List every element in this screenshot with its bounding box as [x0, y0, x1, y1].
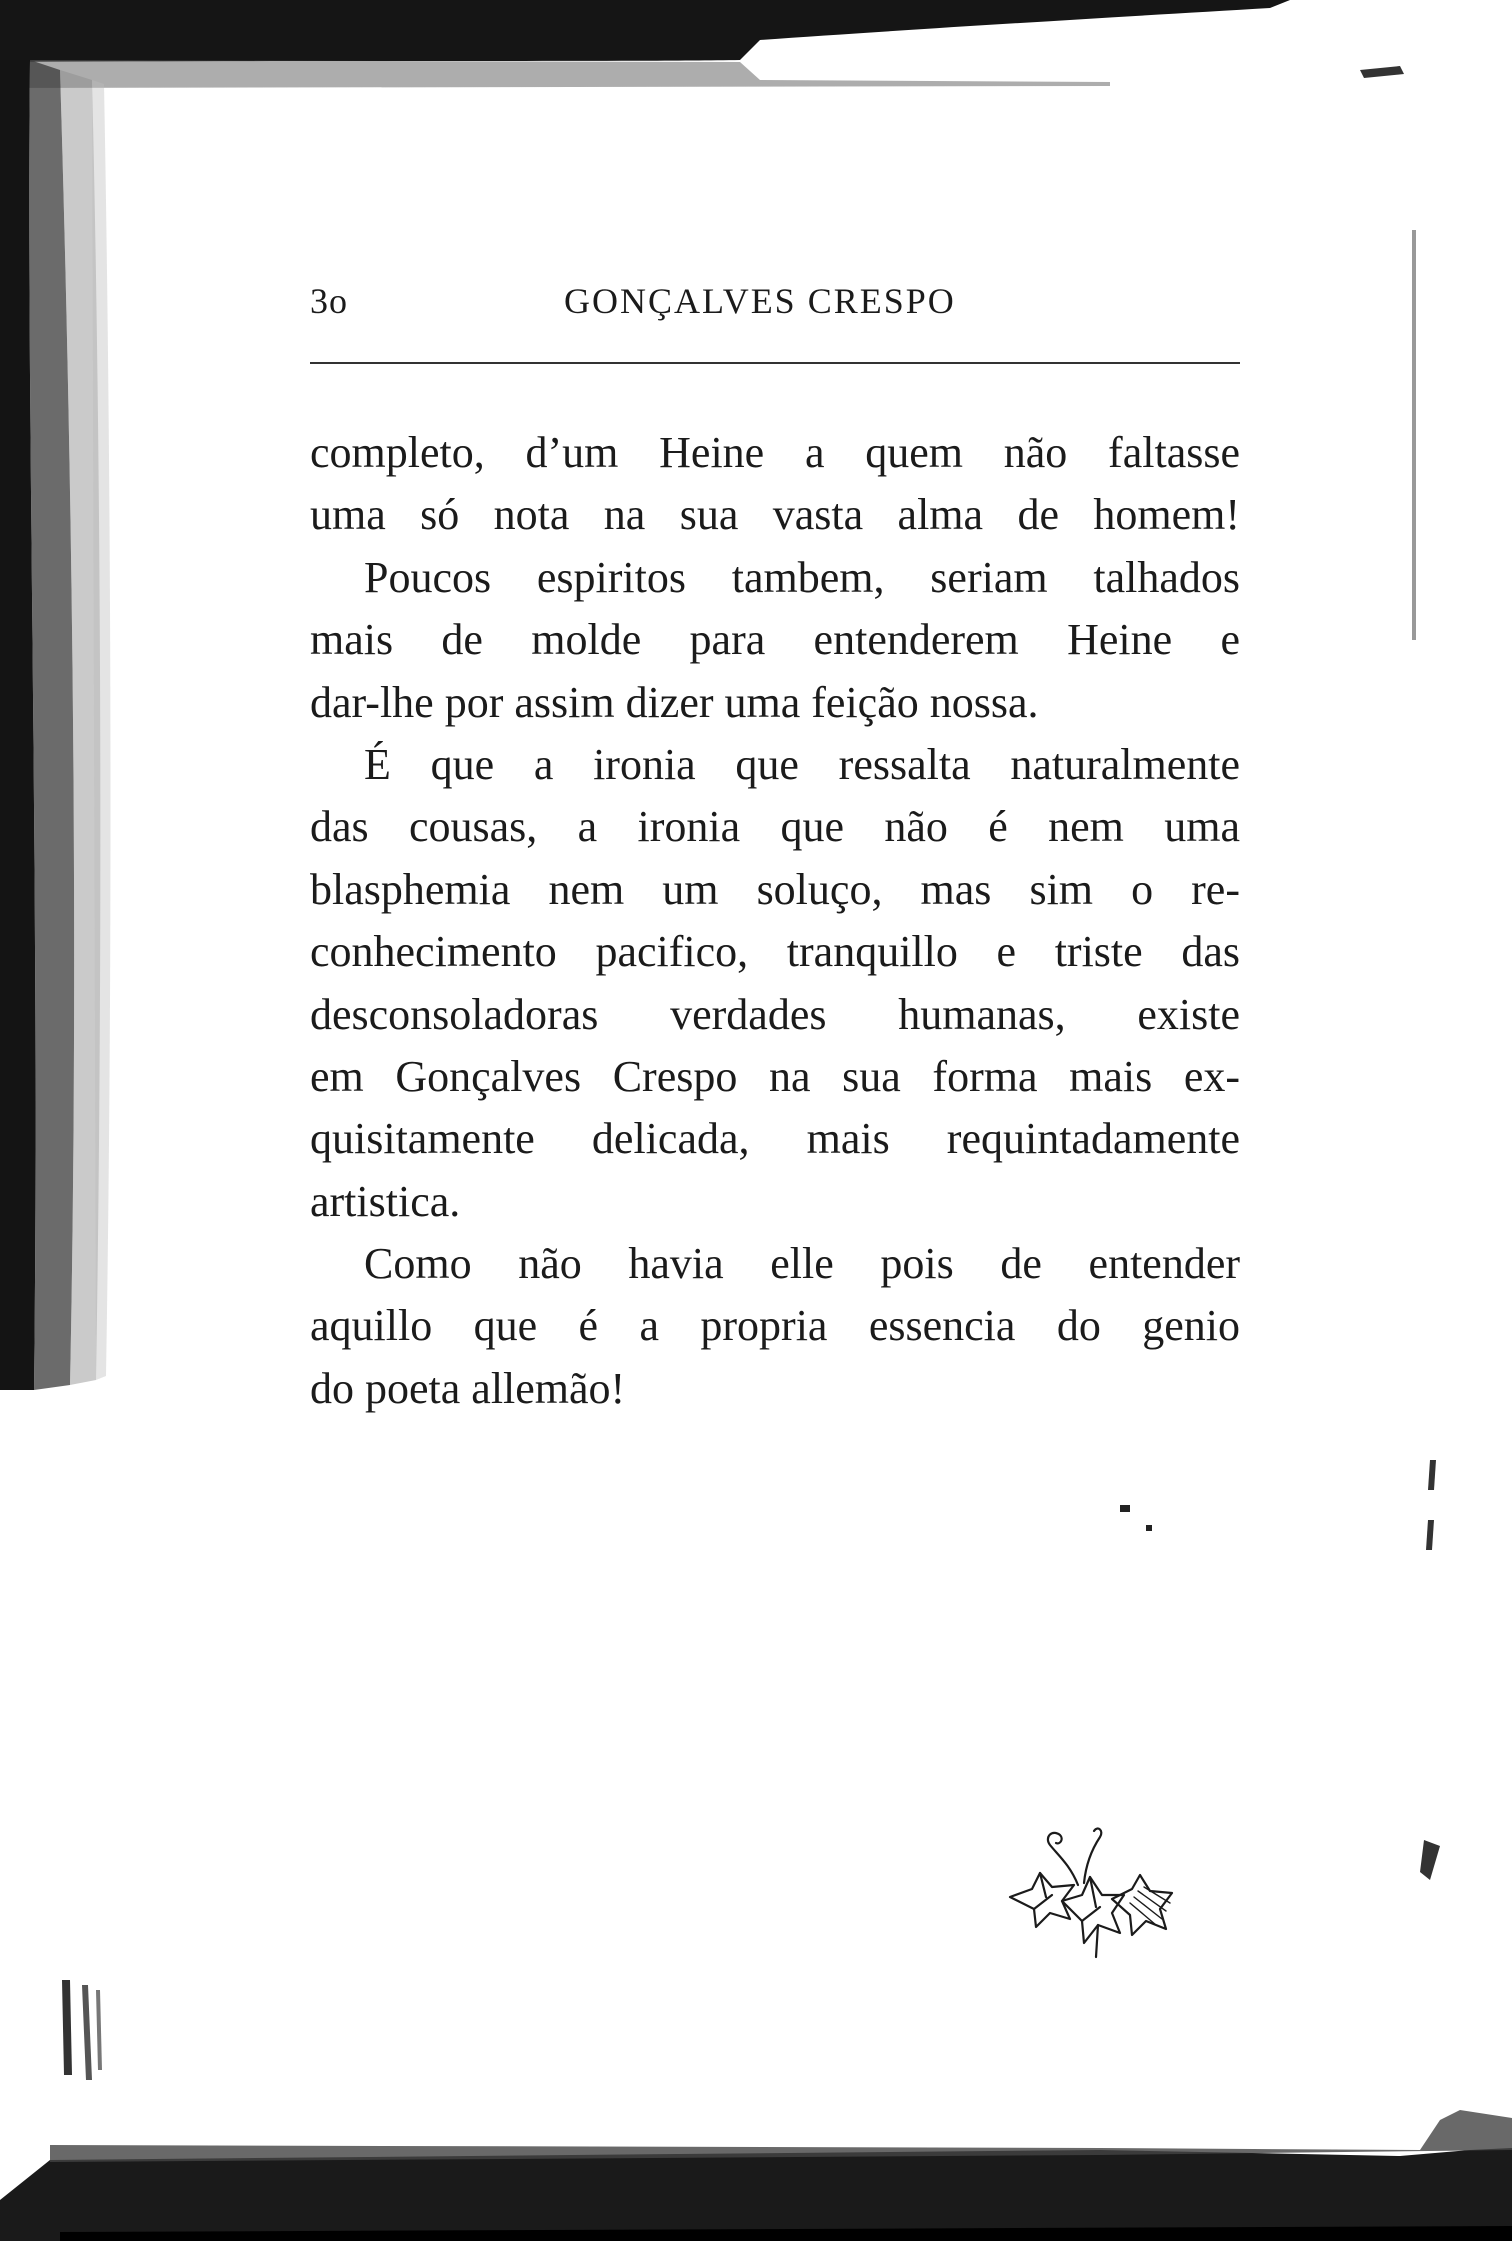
- text-line: completo, d’um Heine a quem não faltasse: [310, 428, 1240, 477]
- ivy-leaf-ornament-icon: [1000, 1815, 1180, 1965]
- book-page: [310, 270, 1240, 1413]
- header-rule: [310, 362, 1240, 364]
- text-line: desconsoladoras verdades humanas, existe: [310, 989, 1240, 1039]
- text-line: das cousas, a ironia que não é nem uma: [310, 802, 1240, 852]
- text-line: Como não havia elle pois de entender: [364, 1239, 1240, 1289]
- text-line: conhecimento pacifico, tranquillo e triste das: [310, 927, 1240, 977]
- text-line: É que a ironia que ressalta naturalmente: [364, 739, 1240, 789]
- text-line: do poeta allemão!: [310, 1363, 626, 1413]
- text-line: em Gonçalves Crespo na sua forma mais ex-: [310, 1051, 1240, 1101]
- text-line: uma só nota na sua vasta alma de homem!: [310, 490, 1240, 540]
- text-line: artistica.: [310, 1176, 461, 1226]
- text-line: Poucos espiritos tambem, seriam talhados: [364, 552, 1240, 602]
- text-line: aquillo que é a propria essencia do genio: [310, 1301, 1240, 1351]
- text-line: blasphemia nem um soluço, mas sim o re-: [310, 864, 1240, 914]
- page-header: [310, 270, 1240, 330]
- text-line: mais de molde para entenderem Heine e: [310, 615, 1240, 665]
- running-head: GONÇALVES CRESPO: [564, 281, 956, 321]
- text-line: dar-lhe por assim dizer uma feição nossa.: [310, 677, 1039, 727]
- text-line: quisitamente delicada, mais requintadamente: [310, 1114, 1240, 1164]
- body-text: [310, 422, 1240, 1420]
- page-number: 3o: [310, 281, 348, 321]
